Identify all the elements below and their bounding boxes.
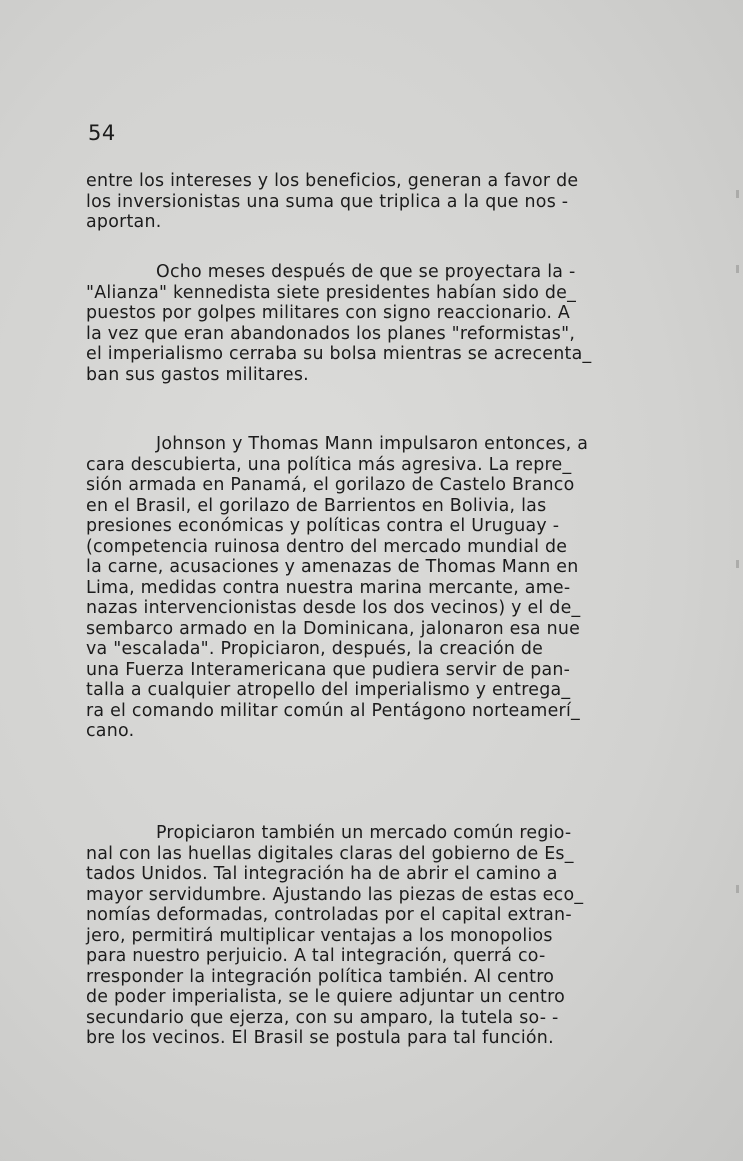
scan-edge-mark [736, 190, 739, 198]
text-line: en el Brasil, el gorilazo de Barrientos en Bolivia, las [86, 495, 547, 516]
text-line: nal con las huellas digitales claras del gobierno de Es_ [86, 843, 574, 864]
paragraph-3 [86, 434, 661, 742]
text-line: Lima, medidas contra nuestra marina mercante, ame- [86, 577, 571, 598]
text-line: una Fuerza Interamericana que pudiera servir de pan- [86, 659, 571, 680]
page-number: 54 [88, 121, 116, 145]
text-line: rresponder la integración política también. Al centro [86, 966, 555, 987]
text-line: cano. [86, 721, 135, 741]
text-line: sembarco armado en la Dominicana, jalonaron esa nue [86, 618, 581, 639]
text-line: aportan. [86, 212, 162, 232]
text-line: la carne, acusaciones y amenazas de Thomas Mann en [86, 557, 579, 577]
text-line: los inversionistas una suma que triplica a la que nos - [86, 191, 569, 212]
text-line: talla a cualquier atropello del imperialismo y entrega_ [86, 680, 571, 700]
text-line: secundario que ejerza, con su amparo, la tutela so- - [86, 1007, 559, 1028]
text-line: de poder imperialista, se le quiere adjuntar un centro [86, 987, 566, 1007]
text-line: "Alianza" kennedista siete presidentes habían sido de_ [86, 282, 577, 303]
text-line: ban sus gastos militares. [86, 364, 309, 385]
scan-edge-mark [736, 560, 739, 568]
text-line: bre los vecinos. El Brasil se postula para tal función. [86, 1028, 554, 1048]
text-line: nazas intervencionistas desde los dos vecinos) y el de_ [86, 598, 581, 618]
text-line: sión armada en Panamá, el gorilazo de Castelo Branco [86, 475, 575, 495]
text-line: (competencia ruinosa dentro del mercado mundial de [86, 536, 568, 557]
text-line: Johnson y Thomas Mann impulsaron entonces, a [156, 434, 589, 454]
paragraph-1 [86, 171, 661, 233]
text-line: mayor servidumbre. Ajustando las piezas de estas eco_ [86, 884, 584, 905]
text-line: tados Unidos. Tal integración ha de abrir el camino a [86, 864, 558, 884]
text-line: cara descubierta, una política más agresiva. La repre_ [86, 454, 572, 475]
text-line: nomías deformadas, controladas por el capital extran- [86, 905, 572, 925]
text-line: Propiciaron también un mercado común regio- [156, 823, 572, 843]
text-line: entre los intereses y los beneficios, generan a favor de [86, 171, 579, 191]
text-line: va "escalada". Propiciaron, después, la creación de [86, 639, 544, 659]
text-line: presiones económicas y políticas contra el Uruguay - [86, 516, 560, 536]
paragraph-2 [86, 262, 661, 385]
scan-edge-mark [736, 265, 739, 273]
text-line: la vez que eran abandonados los planes "reformistas", [86, 323, 576, 344]
text-line: jero, permitirá multiplicar ventajas a los monopolios [86, 925, 553, 946]
text-line: el imperialismo cerraba su bolsa mientras se acrecenta_ [86, 344, 592, 364]
text-line: Ocho meses después de que se proyectara la - [156, 262, 576, 282]
text-line: ra el comando militar común al Pentágono norteamerí_ [86, 700, 580, 721]
text-line: para nuestro perjuicio. A tal integración, querrá co- [86, 946, 546, 966]
scan-edge-mark [736, 885, 739, 893]
paragraph-4 [86, 823, 661, 1049]
text-line: puestos por golpes militares con signo reaccionario. A [86, 303, 571, 323]
